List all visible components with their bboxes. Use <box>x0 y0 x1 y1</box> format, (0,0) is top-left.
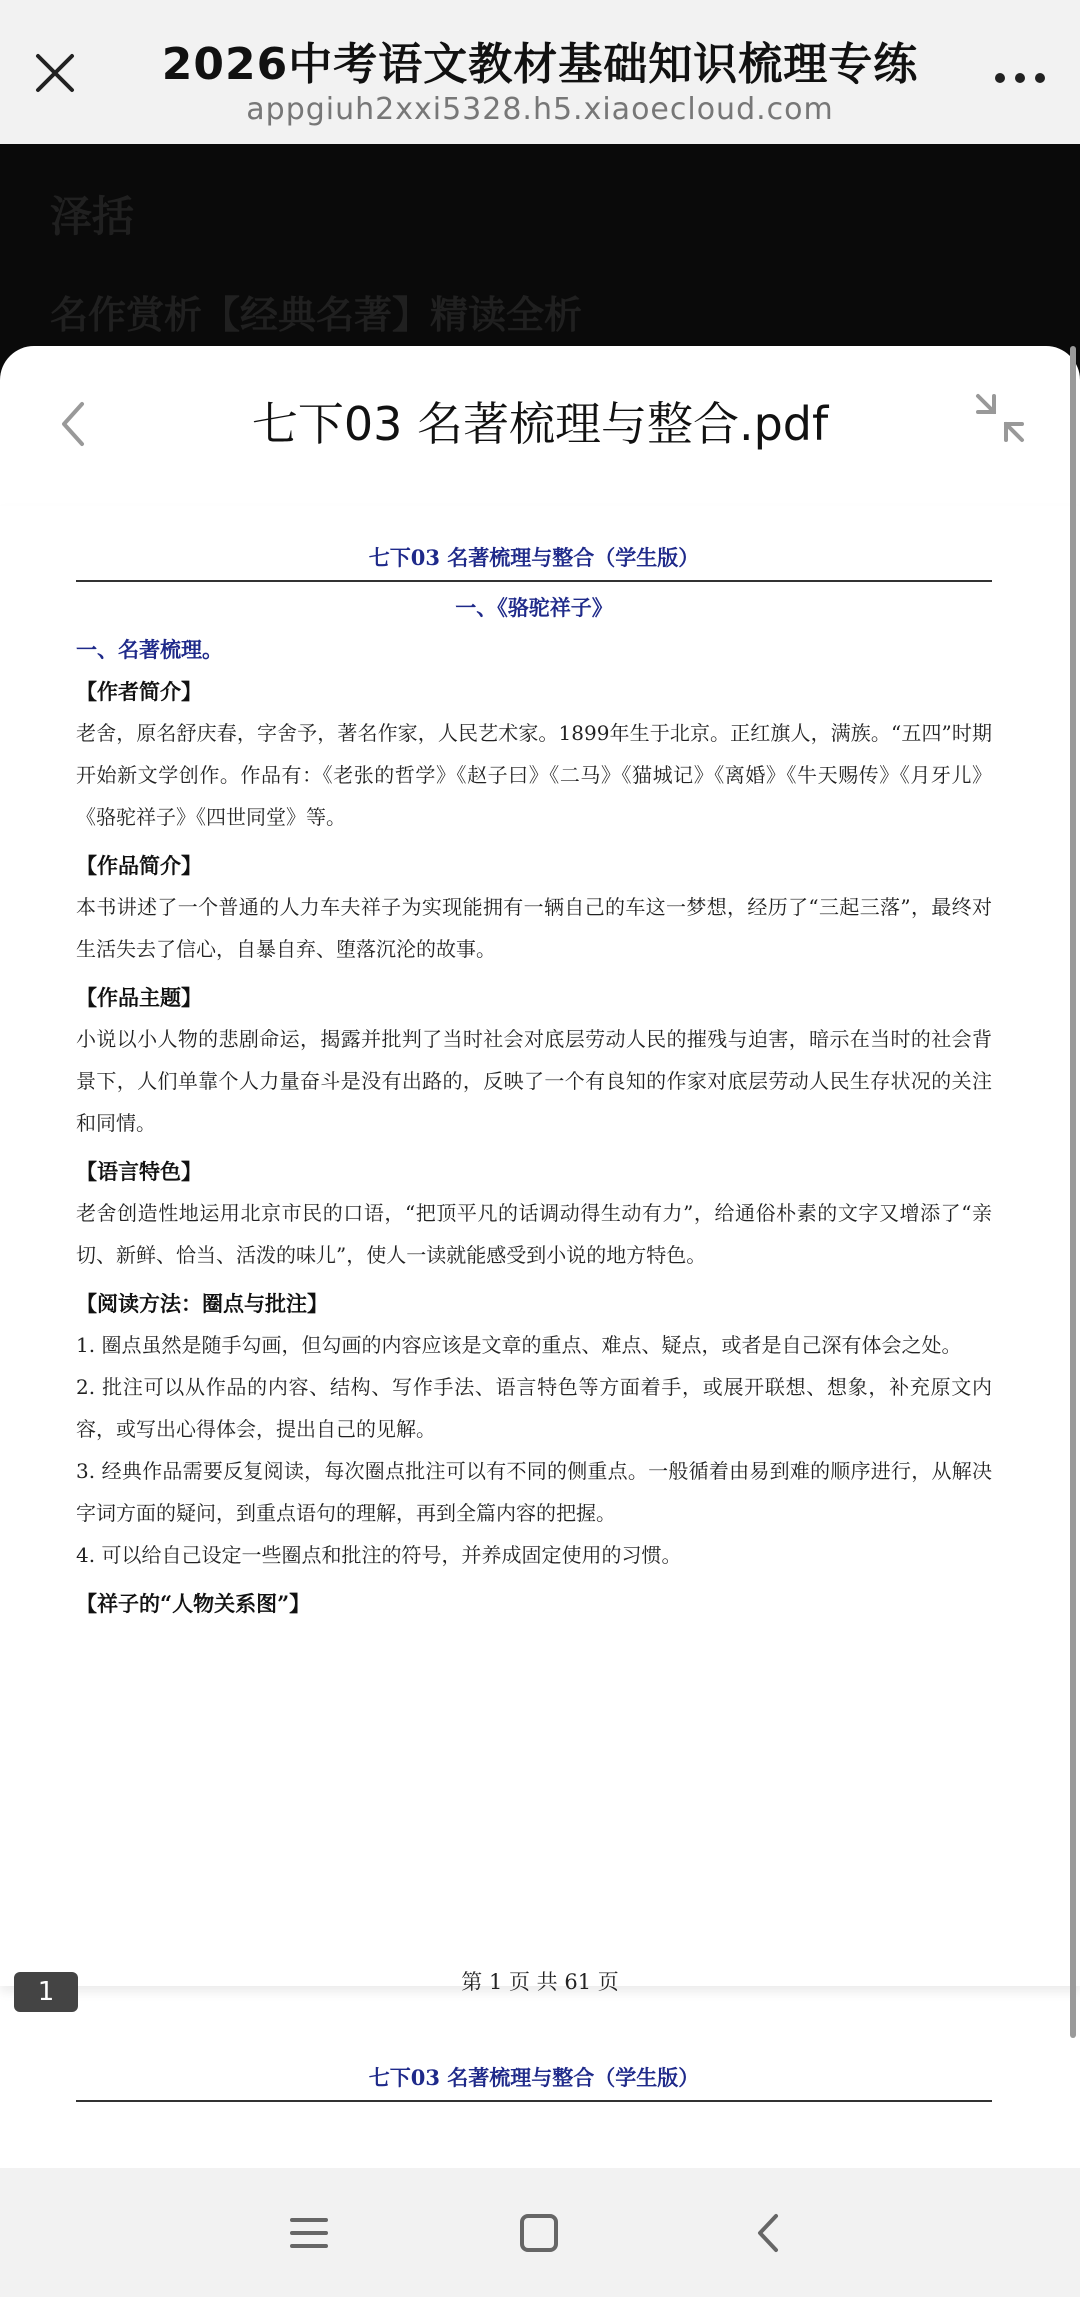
doc-method-item: 2. 批注可以从作品的内容、结构、写作手法、语言特色等方面着手，或展开联想、想象，补充原文内容，或写出心得体会，提出自己的见解。 <box>76 1375 992 1441</box>
doc-heading-work: 【作品简介】 <box>76 853 202 878</box>
doc-paragraph-language: 老舍创造性地运用北京市民的口语，“把顶平凡的话调动得生动有力”，给通俗朴素的文字又增添了“亲切、新鲜、恰当、活泼的味儿”，使人一读就能感受到小说的地方特色。 <box>76 1201 992 1267</box>
pdf-page-1[interactable] <box>0 506 1080 1994</box>
pdf-content <box>76 542 992 1624</box>
doc-part-title: 一、名著梳理。 <box>76 637 223 662</box>
doc-heading-reading-method: 【阅读方法：圈点与批注】 <box>76 1291 328 1316</box>
background-heading: 泽括 <box>50 192 135 241</box>
doc-paragraph-work: 本书讲述了一个普通的人力车夫祥子为实现能拥有一辆自己的车这一梦想，经历了“三起三落”，最终对生活失去了信心，自暴自弃、堕落沉沦的故事。 <box>76 895 992 961</box>
doc-paragraph-author: 老舍，原名舒庆春，字舍予，著名作家，人民艺术家。1899年生于北京。正红旗人，满族。“五四”时期开始新文学创作。作品有：《老张的哲学》《赵子曰》《二马》《猫城记》《离婚》《牛天赐传》《月牙儿》《骆驼祥子》《四世同堂》等。 <box>76 721 992 829</box>
scrollbar[interactable] <box>1070 346 1076 2038</box>
back-icon[interactable] <box>52 394 92 454</box>
browser-url: appgiuh2xxi5328.h5.xiaoecloud.com <box>246 92 834 127</box>
page-number-badge: 1 <box>14 1972 78 2012</box>
doc-header: 七下03 名著梳理与整合（学生版） <box>76 542 992 582</box>
pdf-page-2-content <box>76 2062 992 2102</box>
pdf-viewer-header <box>0 346 1080 506</box>
doc-paragraph-theme: 小说以小人物的悲剧命运，揭露并批判了当时社会对底层劳动人民的摧残与迫害，暗示在当时的社会背景下，人们单靠个人力量奋斗是没有出路的，反映了一个有良知的作家对底层劳动人民生存状况的关注和同情。 <box>76 1027 992 1135</box>
system-nav-bar <box>0 2168 1080 2297</box>
pdf-title: 七下03 名著梳理与整合.pdf <box>251 397 829 451</box>
page-footer: 第 1 页 共 61 页 <box>461 1970 619 1994</box>
more-icon[interactable] <box>990 60 1050 90</box>
pdf-page-2[interactable] <box>0 2026 1080 2168</box>
doc-section-title: 一、《骆驼祥子》 <box>455 595 613 620</box>
doc-method-item: 3. 经典作品需要反复阅读，每次圈点批注可以有不同的侧重点。一般循着由易到难的顺序进行，从解决字词方面的疑问，到重点语句的理解，再到全篇内容的把握。 <box>76 1459 992 1525</box>
collapse-icon[interactable] <box>972 390 1028 446</box>
doc-heading-language: 【语言特色】 <box>76 1159 202 1184</box>
doc-method-item: 1. 圈点虽然是随手勾画，但勾画的内容应该是文章的重点、难点、疑点，或者是自己深有体会之处。 <box>76 1333 962 1357</box>
close-icon[interactable] <box>30 48 80 98</box>
doc-heading-theme: 【作品主题】 <box>76 985 202 1010</box>
background-subheading: 名作赏析【经典名著】精读全析 <box>50 293 583 337</box>
menu-icon[interactable] <box>284 2208 334 2258</box>
doc-heading-author: 【作者简介】 <box>76 679 202 704</box>
nav-back-icon[interactable] <box>744 2208 794 2258</box>
browser-top-bar <box>0 0 1080 145</box>
browser-title: 2026中考语文教材基础知识梳理专练 <box>161 39 919 90</box>
pdf-viewer-sheet <box>0 346 1080 2168</box>
doc-method-item: 4. 可以给自己设定一些圈点和批注的符号，并养成固定使用的习惯。 <box>76 1543 682 1567</box>
home-icon[interactable] <box>514 2208 564 2258</box>
doc-header-page-2: 七下03 名著梳理与整合（学生版） <box>76 2062 992 2102</box>
doc-heading-relations: 【祥子的“人物关系图”】 <box>76 1591 311 1616</box>
